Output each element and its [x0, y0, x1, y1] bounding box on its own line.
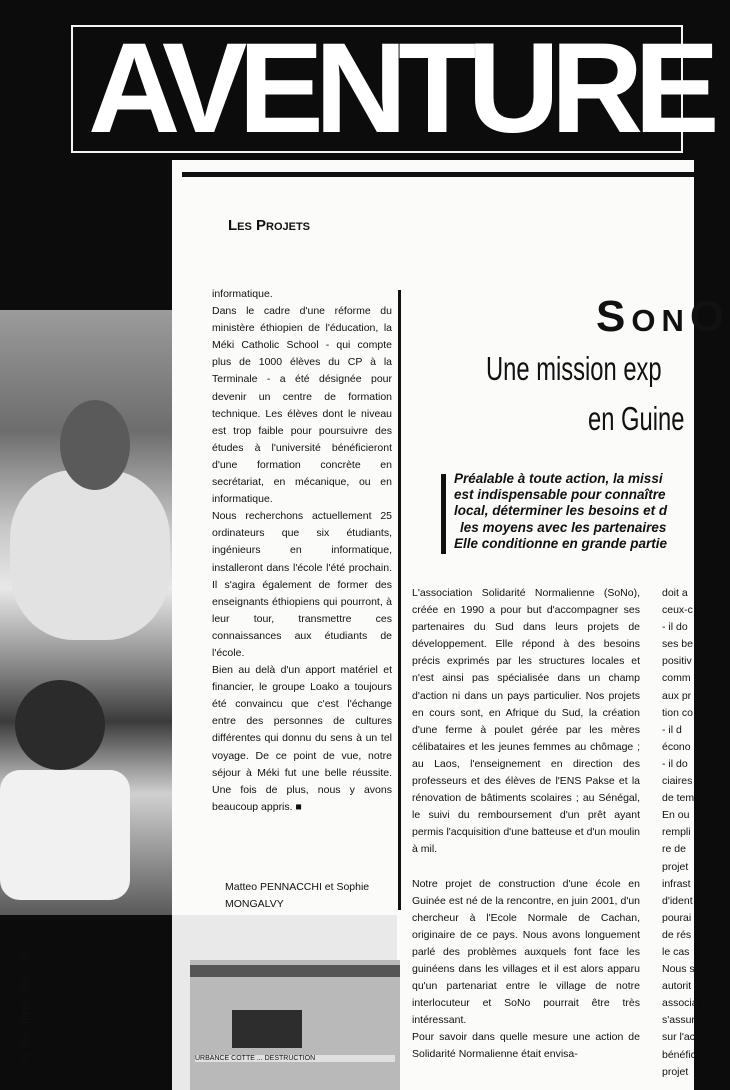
paragraph: Notre projet de construction d'une école en Guinée est né de la rencontre, en juin 2001, d'un chercheur à l'Ecole Normale de Cachan, originaire de ce pays. Nous avons longuement parlé des problèmes auxquels font face les guinéens dans les villages et il est alors apparu qu'un partenariat entre le village de notre interlocuteur et SoNo pourrait être très intéressant. [412, 877, 640, 1027]
building-roof [190, 965, 400, 977]
text-line: associa [662, 997, 698, 1010]
text-line: projet [662, 860, 689, 873]
article-lead [454, 471, 694, 552]
top-rule [182, 172, 694, 177]
text-line: pourai [662, 911, 692, 924]
text-line: comm [662, 672, 691, 685]
building-window [232, 1010, 302, 1048]
text-line: ceux-c [662, 604, 693, 617]
issue-info: N° 94 - hiver 2002 - 3€ [19, 950, 31, 1062]
author-signature: Matteo PENNACCHI et Sophie MONGALVY [225, 881, 370, 910]
text-line: sur l'ac [662, 1031, 695, 1044]
text-line: - il do [662, 621, 688, 634]
article-subtitle-line: en Guine [588, 400, 685, 437]
text-line: tion co [662, 706, 693, 719]
text-line: aux pr [662, 689, 692, 702]
text-line: ses be [662, 638, 693, 651]
photo-child-head [60, 400, 130, 490]
photo-child-figure [10, 470, 170, 640]
lead-line: les moyens avec les partenaires [460, 519, 667, 535]
building-sign: URBANCE COTTE ... DESTRUCTION [195, 1055, 395, 1062]
middle-column-text [412, 585, 640, 1064]
text-line: - il d [662, 723, 682, 736]
lead-bar [441, 474, 446, 554]
lead-line: Préalable à toute action, la missi [454, 471, 663, 486]
photo-person-shirt [0, 770, 130, 900]
section-heading: Les Projets [228, 217, 311, 234]
text-line: s'assur [662, 1014, 695, 1027]
paragraph: Nous recherchons actuellement 25 ordinateurs que six étudiants, ingénieurs en informatique, installeront dans l'école l'été prochain. Il s'agira également de former des enseignants éthiopiens qui pourront, à leur tour, transmettre ces connaissances aux étudiants de l'école. [212, 510, 392, 659]
article-subtitle-line: Une mission exp [486, 350, 662, 387]
lead-line: Elle conditionne en grande partie [454, 535, 668, 551]
left-column-text [212, 286, 392, 816]
paragraph: informatique. [212, 288, 273, 300]
lead-line: local, déterminer les besoins et d [454, 503, 668, 519]
text-line: - il do [662, 757, 688, 770]
paragraph: Bien au delà d'un apport matériel et financier, le groupe Loako a toujours été convaincu que c'est l'échange entre des personnes de cultures différentes qui donnu du sens à un tel voyage. De ce point de vue, notre séjour à Méki fut une belle réussite. Une fois de plus, nous y avons beaucoup appris. ■ [212, 664, 392, 813]
text-line: doit a [662, 587, 688, 599]
text-line: le cas [662, 945, 690, 958]
text-line: positiv [662, 655, 692, 668]
text-line: autorit [662, 980, 692, 993]
text-line: de tem [662, 792, 695, 805]
article-title: SonO [596, 292, 730, 341]
paragraph: Pour savoir dans quelle mesure une action de Solidarité Normalienne était envisa- [412, 1031, 640, 1061]
text-line: En ou [662, 809, 690, 822]
text-line: infrast [662, 877, 691, 890]
column-rule [398, 290, 401, 910]
text-line: d'ident [662, 894, 693, 907]
text-line: bénéfic [662, 1048, 696, 1061]
text-line: projet [662, 1065, 689, 1078]
right-column-text [662, 585, 698, 1081]
text-line: rempli [662, 826, 691, 839]
text-line: Nous s [662, 963, 695, 976]
lead-line: est indispensable pour connaître [454, 487, 666, 503]
paragraph: Dans le cadre d'une réforme du ministère éthiopien de l'éducation, la Méki Catholic School - qui compte plus de 1000 élèves du CP à la Terminale - a été désignée pour devenir un centre de formation technique. Les élèves dont le niveau est trop faible pour poursuivre des études à l'université bénéficieront d'une formation concrète en secrétariat, en mécanique, ou en informatique. [212, 305, 392, 506]
paragraph: L'association Solidarité Normalienne (SoNo), créée en 1990 a pour but d'accompagner ses partenaires du Sud dans leurs projets de développement. Elle répond à des besoins précis exprimés par les structures locales et n'est ainsi pas spécialisée dans un champ d'action ni dans un pays particulier. Nos projets en cours sont, en Afrique du Sud, la création d'une ferme à poulet gérée par les mères célibataires et les jeunes femmes au chômage ; au Laos, l'enseignement en direction des professeurs et des élèves de l'ENS Pakse et la rénovation de bâtiments scolaires ; au Sénégal, le suivi du remboursement d'un prêt ayant permis l'acquisition d'une batteuse et d'un moulin à mil. [412, 587, 640, 856]
text-line: écono [662, 740, 691, 753]
text-line: ciaires [662, 775, 693, 788]
text-line: re de [662, 843, 686, 856]
photo-person-head [15, 680, 105, 770]
text-line: de rés [662, 928, 692, 941]
magazine-masthead: AVENTURE [88, 17, 711, 160]
